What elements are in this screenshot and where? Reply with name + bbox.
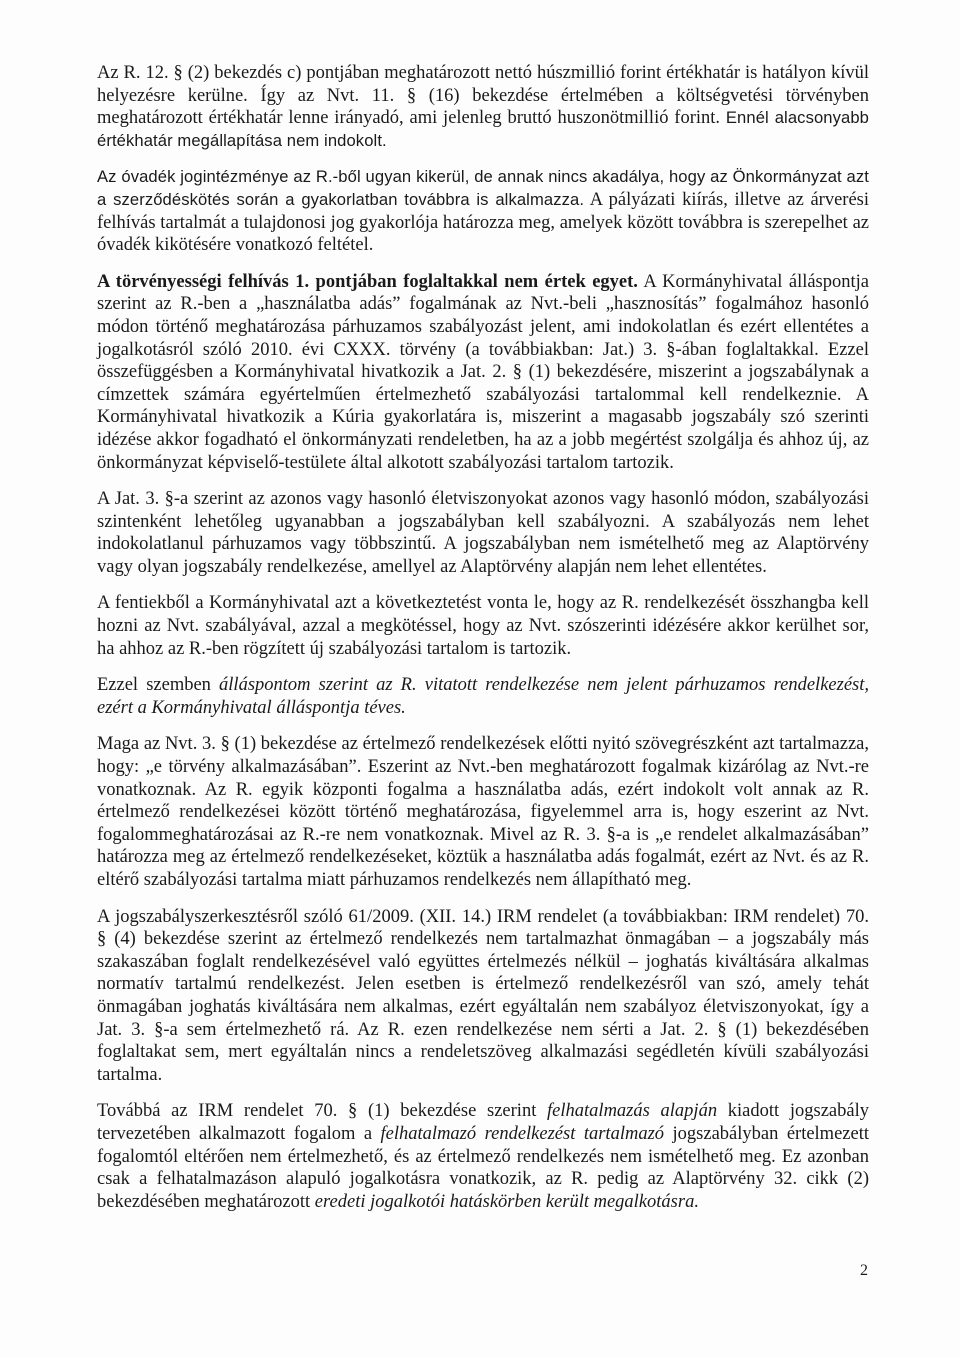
paragraph-8: A jogszabályszerkesztésről szóló 61/2009. (XII. 14.) IRM rendelet (a továbbiakban: IRM rendelet) 70. § (4) bekezdése szerint az értelmező rendelkezés nem tartalmazhat önmagában – a jogszabály más szakaszában foglalt rendelkezésével való együttes értelmezés nélkül – joghatás kiváltására alkalmas normatív tartalmú rendelkezést. Jelen esetben is értelmező rendelkezésről van szó, amely tehát önmagában joghatás kiváltására nem alkalmas, ezért egyáltalán nem szabályoz életviszonyokat, így a Jat. 3. §-a sem értelmezhető rá. Az R. ezen rendelkezése nem sérti a Jat. 2. § (1) bekezdésében foglaltakat sem, mert egyáltalán nincs a rendeletszöveg alkalmazási segédletén kívüli szabályozási tartalma. xyxy=(97,906,869,1085)
paragraph-9-italic-2: felhatalmazó rendelkezést tartalmazó xyxy=(380,1123,665,1144)
paragraph-6-text: Ezzel szemben xyxy=(97,675,220,696)
paragraph-9-text-b: kiadott jogszabály tervezetében alkalmazott fogalom a xyxy=(97,1101,869,1144)
paragraph-6 xyxy=(97,674,869,719)
paragraph-2-text: Az óvadék jogintézménye az R.-ből ugyan kikerül, de annak nincs akadálya, hogy az Önkormányzat azt a szerződéskötés során a gyakorlatban továbbra is alkalmazza. xyxy=(97,167,869,209)
paragraph-9-italic-3: eredeti jogalkotói hatáskörben került megalkotásra. xyxy=(314,1191,699,1212)
paragraph-1-text: Az R. 12. § (2) bekezdés c) pontjában meghatározott nettó húszmillió forint értékhatár is hatályon kívül helyezésre kerülne. Így az Nvt. 11. § (16) bekezdése értelmében a költségvetési törvényben meghatározott értékhatár lenne irányadó, ami jelenleg bruttó huszonötmillió forint. xyxy=(97,63,869,129)
paragraph-5: A fentiekből a Kormányhivatal azt a következtetést vonta le, hogy az R. rendelkezését összhangba kell hozni az Nvt. szabályával, azzal a megkötéssel, hogy az Nvt. szószerinti idézésére akkor kerülhet sor, ha ahhoz az R.-ben rögzített új szabályozási tartalom is tartozik. xyxy=(97,593,869,659)
paragraph-7: Maga az Nvt. 3. § (1) bekezdése az értelmező rendelkezések előtti nyitó szövegrészként azt tartalmazza, hogy: „e törvény alkalmazásában”. Eszerint az Nvt.-ben meghatározott fogalmak kizárólag az Nvt.-re vonatkoznak. Az R. egyik központi fogalma a használatba adás, ezért indokolt volt annak az R. értelmező rendelkezései között történő meghatározása, figyelemmel arra is, hogy eszerint az Nvt. fogalommeghatározásai az R.-re nem vonatkoznak. Mivel az R. 3. §-a is „e rendelet alkalmazásában” határozza meg az értelmező rendelkezéseket, köztük a használatba adás fogalmát, ezért az Nvt. és az R. eltérő szabályozási tartalma miatt párhuzamos rendelkezés nem állapítható meg. xyxy=(97,734,869,890)
paragraph-1 xyxy=(97,62,869,152)
paragraph-2-continuation: A pályázati kiírás, illetve az árverési felhívás tartalmát a tulajdonosi jog gyakorlója határozza meg, amelyek között továbbra is szerepelhet az óvadék kikötésére vonatkozó feltétel. xyxy=(97,189,869,256)
paragraph-6-italic: álláspontom szerint az R. vitatott rendelkezése nem jelent párhuzamos rendelkezést, ezért a Kormányhivatal álláspontja téves. xyxy=(97,675,869,718)
paragraph-1-sentence: Ennél alacsonyabb értékhatár megállapítása nem indokolt. xyxy=(97,108,870,150)
page-number: 2 xyxy=(860,1262,868,1279)
paragraph-3 xyxy=(97,271,869,474)
paragraph-4: A Jat. 3. §-a szerint az azonos vagy hasonló életviszonyokat azonos vagy hasonló módon, szabályozási szintenként lehetőleg ugyanabban a jogszabályban kell szabályozni. A szabályozás nem lehet indokolatlanul párhuzamos vagy többszintű. A jogszabályban nem ismételhető meg az Alaptörvény vagy olyan jogszabály rendelkezése, amellyel az Alaptörvény alapján nem lehet ellentétes. xyxy=(97,489,869,577)
document-body xyxy=(97,62,869,1227)
paragraph-3-text: A Kormányhivatal álláspontja szerint az R.-ben a „használatba adás” fogalmának az Nvt.-beli „hasznosítás” fogalmához hasonló módon történő meghatározása párhuzamos szabályozást jelent, ami indokolatlan és ezért ellentétes a jogalkotásról szóló 2010. évi CXXX. törvény (a továbbiakban: Jat.) 3. §-ában foglaltakkal. Ezzel összefüggésben a Kormányhivatal hivatkozik a Jat. 2. § (1) bekezdésére, miszerint a jogszabálynak a címzettek számára egyértelműen értelmezhető szabályozási tartalommal kell rendelkeznie. A Kormányhivatal hivatkozik a Kúria gyakorlatára is, miszerint a magasabb jogszabály szó szerinti idézése akkor fogadható el önkormányzati rendeletben, ha az a jobb megértést szolgálja és ahhoz új, az önkormányzat képviselő-testülete által alkotott szabályozási tartalom tartozik. xyxy=(97,271,870,473)
paragraph-9-italic-1: felhatalmazás alapján xyxy=(547,1101,718,1122)
paragraph-2 xyxy=(97,166,869,256)
paragraph-9-text-c: jogszabályban értelmezett fogalomtól eltérően nem értelmezhető, és az értelmező rendelkezés nem ismételhető meg. Ez azonban csak a felhatalmazáson alapuló jogalkotásra vonatkozik, az R. pedig az Alaptörvény 32. cikk (2) bekezdésében meghatározott xyxy=(97,1123,869,1212)
paragraph-9-text-a: Továbbá az IRM rendelet 70. § (1) bekezdése szerint xyxy=(97,1101,548,1122)
paragraph-9 xyxy=(97,1100,869,1213)
paragraph-3-bold-statement: A törvényességi felhívás 1. pontjában foglaltakkal nem értek egyet. xyxy=(97,271,638,292)
